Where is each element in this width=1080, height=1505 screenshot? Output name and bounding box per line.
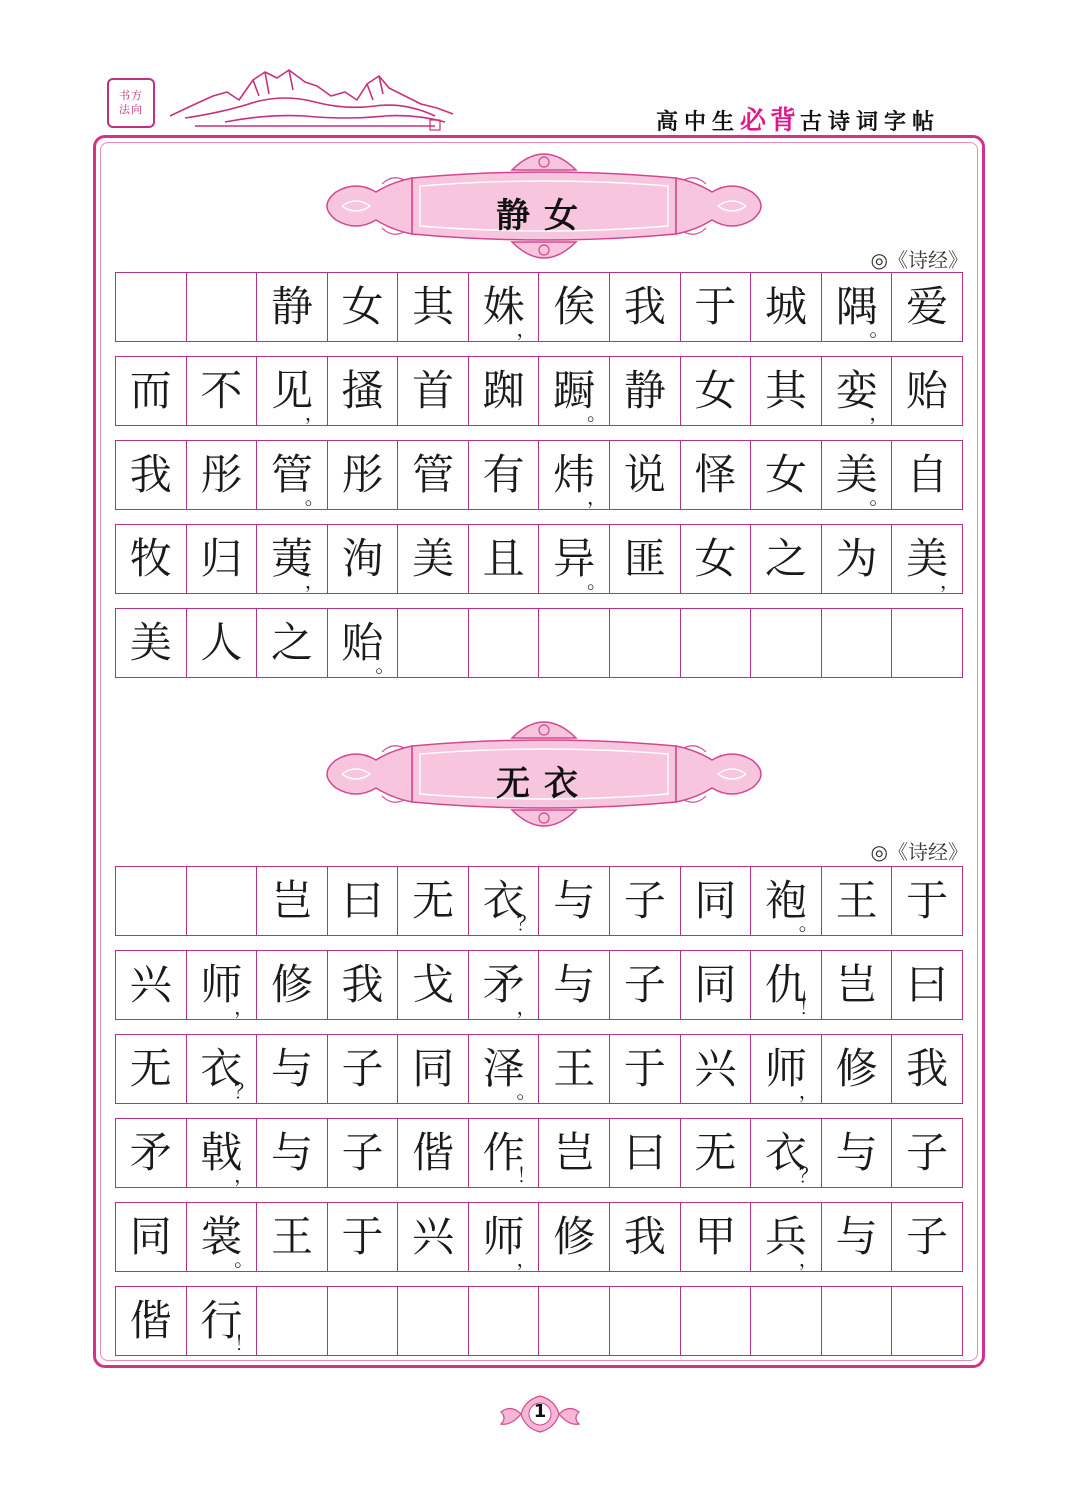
grid-cell: [328, 1035, 399, 1103]
grid-cell: [892, 1035, 962, 1103]
character: 矛: [129, 1128, 172, 1177]
character: 衣: [200, 1044, 243, 1093]
grid-cell: [681, 1035, 752, 1103]
character: 裳: [200, 1212, 243, 1261]
grid-cell: [822, 951, 893, 1019]
grid-cell: [539, 951, 610, 1019]
character: 搔: [341, 366, 384, 415]
character: 王: [835, 876, 878, 925]
grid-cell: [257, 441, 328, 509]
grid-cell-empty: [116, 273, 187, 341]
grid-cell-empty: [892, 1287, 962, 1355]
punctuation-mark: 。: [869, 485, 890, 509]
poem-source: ◎《诗经》: [870, 840, 968, 864]
grid-cell: [257, 1035, 328, 1103]
grid-row: [115, 1202, 963, 1272]
grid-cell: [328, 1119, 399, 1187]
character: 兴: [129, 960, 172, 1009]
character: 归: [200, 534, 243, 583]
grid-cell: [398, 441, 469, 509]
grid-cell: [398, 867, 469, 935]
character: 管: [270, 450, 313, 499]
character: 洵: [341, 534, 384, 583]
character: 矛: [482, 960, 525, 1009]
grid-cell-empty: [610, 1287, 681, 1355]
character: 荑: [270, 534, 313, 583]
grid-cell: [469, 525, 540, 593]
grid-cell: [681, 525, 752, 593]
grid-cell: [610, 1203, 681, 1271]
punctuation-mark: ！: [516, 1163, 537, 1187]
character: 首: [412, 366, 455, 415]
character: 兴: [694, 1044, 737, 1093]
character: 与: [553, 876, 596, 925]
grid-cell: [187, 1035, 258, 1103]
book-title-highlight: 必背: [739, 106, 800, 136]
grid-cell-empty: [398, 609, 469, 677]
punctuation-mark: ，: [234, 995, 255, 1019]
grid-cell: [751, 1203, 822, 1271]
grid-cell: [610, 951, 681, 1019]
grid-cell: [539, 867, 610, 935]
character: 有: [482, 450, 525, 499]
grid-cell-empty: [328, 1287, 399, 1355]
character: 之: [764, 534, 807, 583]
character: 岂: [835, 960, 878, 1009]
grid-cell: [116, 1203, 187, 1271]
character: 与: [270, 1044, 313, 1093]
grid-cell-empty: [892, 609, 962, 677]
character: 与: [553, 960, 596, 1009]
grid-cell: [398, 525, 469, 593]
grid-cell: [610, 525, 681, 593]
book-title-prefix: 高中生: [655, 110, 740, 135]
character: 彤: [200, 450, 243, 499]
grid-cell-empty: [469, 609, 540, 677]
grid-cell: [328, 867, 399, 935]
grid-cell: [539, 273, 610, 341]
grid-cell: [187, 1203, 258, 1271]
punctuation-mark: 。: [516, 1079, 537, 1103]
grid-cell-empty: [610, 609, 681, 677]
poem-title: 静女: [496, 196, 592, 236]
grid-cell: [187, 1119, 258, 1187]
grid-cell: [892, 525, 962, 593]
character: 行: [200, 1296, 243, 1345]
poem-title: 无衣: [496, 764, 592, 804]
grid-cell: [681, 357, 752, 425]
grid-row: [115, 1034, 963, 1104]
grid-cell: [469, 1203, 540, 1271]
character: 静: [623, 366, 666, 415]
grid-cell: [328, 273, 399, 341]
grid-cell-empty: [539, 609, 610, 677]
grid-cell: [681, 273, 752, 341]
grid-cell-empty: [822, 1287, 893, 1355]
grid-cell: [398, 1119, 469, 1187]
grid-cell: [469, 1119, 540, 1187]
grid-cell: [751, 1035, 822, 1103]
grid-cell: [398, 951, 469, 1019]
seal-line-2: 法向: [119, 103, 143, 116]
character: 仇: [764, 960, 807, 1009]
character: 怿: [694, 450, 737, 499]
grid-cell: [539, 1035, 610, 1103]
character: 泽: [482, 1044, 525, 1093]
character: 于: [906, 876, 949, 925]
grid-cell: [610, 441, 681, 509]
character: 师: [200, 960, 243, 1009]
grid-cell: [328, 609, 399, 677]
grid-cell-empty: [681, 609, 752, 677]
character: 且: [482, 534, 525, 583]
grid-cell: [822, 1203, 893, 1271]
grid-cell: [822, 1035, 893, 1103]
character: 与: [835, 1212, 878, 1261]
grid-cell: [610, 1035, 681, 1103]
grid-cell: [328, 441, 399, 509]
grid-cell: [892, 1119, 962, 1187]
punctuation-mark: ，: [798, 1079, 819, 1103]
grid-cell-empty: [822, 609, 893, 677]
punctuation-mark: 。: [587, 401, 608, 425]
grid-cell: [892, 357, 962, 425]
character: 女: [341, 282, 384, 331]
grid-cell-empty: [751, 609, 822, 677]
punctuation-mark: ，: [304, 569, 325, 593]
character: 其: [764, 366, 807, 415]
grid-cell: [116, 357, 187, 425]
character: 自: [906, 450, 949, 499]
grid-cell-empty: [257, 1287, 328, 1355]
grid-cell: [539, 441, 610, 509]
grid-cell: [469, 273, 540, 341]
grid-cell: [257, 867, 328, 935]
character: 彤: [341, 450, 384, 499]
grid-row: [115, 440, 963, 510]
grid-cell: [539, 525, 610, 593]
character: 与: [835, 1128, 878, 1177]
grid-cell: [822, 867, 893, 935]
grid-cell: [328, 525, 399, 593]
character: 为: [835, 534, 878, 583]
character: 王: [270, 1212, 313, 1261]
character: 作: [482, 1128, 525, 1177]
character: 其: [412, 282, 455, 331]
grid-row: [115, 950, 963, 1020]
grid-cell-empty: [539, 1287, 610, 1355]
character: 与: [270, 1128, 313, 1177]
character: 见: [270, 366, 313, 415]
grid-cell: [681, 951, 752, 1019]
character: 不: [200, 366, 243, 415]
page-number-badge: [497, 1392, 583, 1436]
grid-cell: [610, 867, 681, 935]
character: 隅: [835, 282, 878, 331]
seal-line-1: 书方: [119, 89, 143, 102]
grid-cell: [751, 273, 822, 341]
grid-cell: [469, 867, 540, 935]
grid-cell: [116, 525, 187, 593]
grid-cell: [751, 357, 822, 425]
grid-cell: [892, 441, 962, 509]
punctuation-mark: 。: [304, 485, 325, 509]
grid-cell: [187, 441, 258, 509]
character: 偕: [412, 1128, 455, 1177]
grid-cell: [116, 609, 187, 677]
grid-cell-empty: [469, 1287, 540, 1355]
punctuation-mark: ！: [234, 1331, 255, 1355]
punctuation-mark: ？: [516, 911, 537, 935]
grid-row: [115, 356, 963, 426]
grid-row: [115, 524, 963, 594]
grid-cell: [822, 525, 893, 593]
character: 炜: [553, 450, 596, 499]
grid-cell: [822, 441, 893, 509]
grid-cell: [681, 1119, 752, 1187]
grid-cell: [681, 867, 752, 935]
grid-cell-empty: [187, 867, 258, 935]
grid-cell-empty: [187, 273, 258, 341]
character: 子: [623, 960, 666, 1009]
character: 同: [412, 1044, 455, 1093]
grid-cell: [116, 1119, 187, 1187]
character: 袍: [764, 876, 807, 925]
grid-cell: [257, 609, 328, 677]
grid-cell: [892, 951, 962, 1019]
character: 戟: [200, 1128, 243, 1177]
grid-cell: [328, 951, 399, 1019]
grid-cell: [822, 357, 893, 425]
grid-cell: [257, 1119, 328, 1187]
character: 同: [694, 876, 737, 925]
character: 匪: [623, 534, 666, 583]
grid-cell: [610, 1119, 681, 1187]
punctuation-mark: ，: [516, 1247, 537, 1271]
character: 之: [270, 618, 313, 667]
grid-cell: [469, 357, 540, 425]
character: 修: [553, 1212, 596, 1261]
character: 兴: [412, 1212, 455, 1261]
grid-cell: [257, 951, 328, 1019]
character: 我: [623, 282, 666, 331]
grid-cell: [187, 1287, 258, 1355]
character: 子: [341, 1044, 384, 1093]
grid-cell: [610, 273, 681, 341]
grid-cell: [257, 357, 328, 425]
grid-cell: [257, 1203, 328, 1271]
character: 说: [623, 450, 666, 499]
punctuation-mark: 。: [798, 911, 819, 935]
character: 女: [694, 366, 737, 415]
grid-cell: [187, 525, 258, 593]
character: 踟: [482, 366, 525, 415]
character: 子: [906, 1212, 949, 1261]
character: 牧: [129, 534, 172, 583]
grid-cell: [398, 1035, 469, 1103]
grid-cell: [469, 951, 540, 1019]
punctuation-mark: ，: [939, 569, 960, 593]
character: 修: [835, 1044, 878, 1093]
character: 王: [553, 1044, 596, 1093]
character: 美: [412, 534, 455, 583]
grid-cell-empty: [116, 867, 187, 935]
character: 我: [341, 960, 384, 1009]
poem-title-banner: [312, 720, 776, 828]
grid-cell: [187, 357, 258, 425]
grid-cell: [539, 1119, 610, 1187]
grid-cell: [398, 273, 469, 341]
character: 人: [200, 618, 243, 667]
punctuation-mark: ，: [587, 485, 608, 509]
grid-cell: [822, 1119, 893, 1187]
character: 曰: [623, 1128, 666, 1177]
grid-cell: [398, 357, 469, 425]
character: 美: [835, 450, 878, 499]
grid-cell: [116, 1035, 187, 1103]
mountain-illustration: [165, 66, 455, 132]
grid-cell: [469, 1035, 540, 1103]
grid-cell: [610, 357, 681, 425]
grid-cell: [257, 273, 328, 341]
grid-row: [115, 1118, 963, 1188]
grid-cell: [751, 1119, 822, 1187]
grid-cell: [116, 1287, 187, 1355]
grid-cell: [892, 273, 962, 341]
punctuation-mark: ，: [304, 401, 325, 425]
character: 曰: [906, 960, 949, 1009]
grid-cell: [116, 951, 187, 1019]
character: 子: [341, 1128, 384, 1177]
book-title: [656, 100, 940, 137]
poem-source: ◎《诗经》: [870, 248, 968, 272]
punctuation-mark: ！: [798, 995, 819, 1019]
grid-cell: [681, 441, 752, 509]
character: 我: [129, 450, 172, 499]
grid-cell: [751, 441, 822, 509]
grid-row: [115, 272, 963, 342]
page-number: 1: [533, 1401, 547, 1422]
character: 姝: [482, 282, 525, 331]
grid-cell-empty: [751, 1287, 822, 1355]
brand-seal-logo: [107, 78, 155, 128]
grid-cell: [469, 441, 540, 509]
character: 曰: [341, 876, 384, 925]
character: 子: [906, 1128, 949, 1177]
grid-cell: [539, 357, 610, 425]
grid-cell: [892, 1203, 962, 1271]
grid-row: [115, 608, 963, 678]
character: 偕: [129, 1296, 172, 1345]
character: 无: [129, 1044, 172, 1093]
character: 无: [412, 876, 455, 925]
punctuation-mark: ，: [798, 1247, 819, 1271]
character: 同: [129, 1212, 172, 1261]
book-title-suffix: 古诗词字帖: [799, 110, 940, 135]
punctuation-mark: 。: [375, 653, 396, 677]
character: 无: [694, 1128, 737, 1177]
character: 管: [412, 450, 455, 499]
grid-cell: [328, 357, 399, 425]
character: 兵: [764, 1212, 807, 1261]
punctuation-mark: ，: [516, 995, 537, 1019]
character: 贻: [341, 618, 384, 667]
grid-cell: [822, 273, 893, 341]
poem-title-banner: [312, 152, 776, 260]
character: 我: [906, 1044, 949, 1093]
character: 同: [694, 960, 737, 1009]
character: 而: [129, 366, 172, 415]
punctuation-mark: 。: [587, 569, 608, 593]
grid-cell: [681, 1203, 752, 1271]
grid-cell: [116, 441, 187, 509]
grid-cell: [187, 951, 258, 1019]
character: 美: [129, 618, 172, 667]
character: 女: [694, 534, 737, 583]
character: 于: [623, 1044, 666, 1093]
punctuation-mark: 。: [234, 1247, 255, 1271]
grid-cell: [892, 867, 962, 935]
character: 爱: [906, 282, 949, 331]
character: 衣: [764, 1128, 807, 1177]
grid-cell: [187, 609, 258, 677]
character: 岂: [270, 876, 313, 925]
grid-row: [115, 866, 963, 936]
punctuation-mark: ？: [798, 1163, 819, 1187]
character: 修: [270, 960, 313, 1009]
character: 异: [553, 534, 596, 583]
character: 俟: [553, 282, 596, 331]
character: 静: [270, 282, 313, 331]
character: 蹰: [553, 366, 596, 415]
character: 戈: [412, 960, 455, 1009]
character: 甲: [694, 1212, 737, 1261]
punctuation-mark: ，: [516, 317, 537, 341]
punctuation-mark: ，: [234, 1163, 255, 1187]
character: 子: [623, 876, 666, 925]
punctuation-mark: ，: [869, 401, 890, 425]
grid-cell: [257, 525, 328, 593]
grid-cell: [751, 867, 822, 935]
grid-cell-empty: [398, 1287, 469, 1355]
character: 于: [694, 282, 737, 331]
character: 我: [623, 1212, 666, 1261]
grid-cell: [751, 951, 822, 1019]
character: 于: [341, 1212, 384, 1261]
grid-cell: [539, 1203, 610, 1271]
grid-cell: [751, 525, 822, 593]
character: 女: [764, 450, 807, 499]
grid-cell: [398, 1203, 469, 1271]
grid-cell: [328, 1203, 399, 1271]
character: 贻: [906, 366, 949, 415]
page-header: [0, 0, 1080, 135]
character: 美: [906, 534, 949, 583]
grid-row: [115, 1286, 963, 1356]
character: 城: [764, 282, 807, 331]
character: 衣: [482, 876, 525, 925]
character: 岂: [553, 1128, 596, 1177]
grid-cell-empty: [681, 1287, 752, 1355]
punctuation-mark: ？: [234, 1079, 255, 1103]
character: 师: [764, 1044, 807, 1093]
character: 师: [482, 1212, 525, 1261]
punctuation-mark: 。: [869, 317, 890, 341]
character: 娈: [835, 366, 878, 415]
